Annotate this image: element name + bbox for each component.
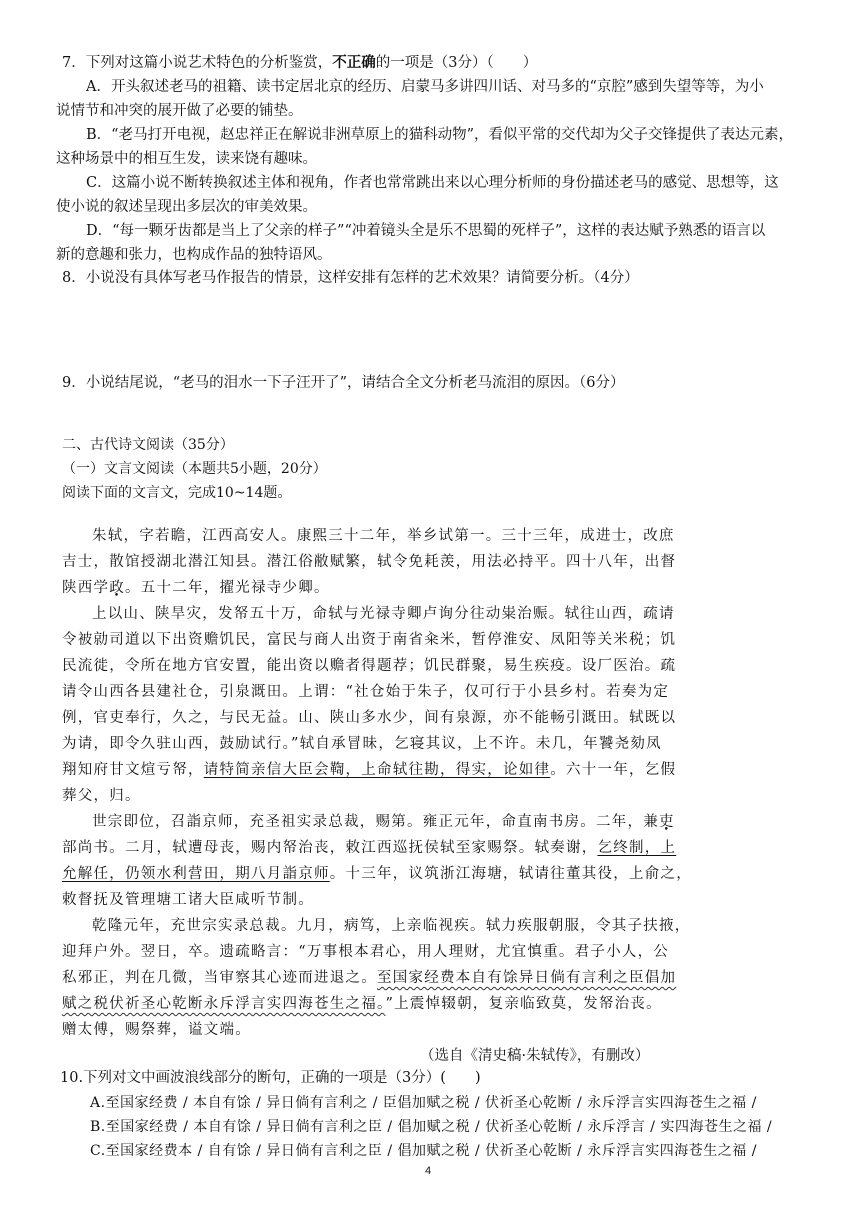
passage-text: 。十三年，议筑浙江海塘，轼请往董其役，上俞之， (329, 866, 692, 882)
passage-line: 民流徙，令所在地方官安置，能出资以赡者得题荐；饥民群聚，易生疾疫。设厂医治。疏 (62, 658, 677, 674)
q7-option-a-line1: A．开头叙述老马的祖籍、读书定居北京的经历、启蒙马多讲四川话、对马多的“京腔”感到失望等等，为小 (86, 79, 764, 95)
passage-line: 赠太傅，赐祭葬，谥文端。 (62, 1022, 251, 1038)
q7-option-c-line2: 使小说的叙述呈现出多层次的审美效果。 (56, 199, 317, 215)
passage-line (62, 760, 676, 780)
passage-text: 。五十二年，擢光禄寺少卿。 (125, 580, 330, 596)
q7-stem (62, 53, 537, 73)
passage-line: 吉士，散馆授湖北潜江知县。潜江俗敝赋繁，轼令免耗羡，用法必持平。四十八年，出督 (62, 554, 677, 570)
q10-option-b: B.至国家经费 / 本自有馀 / 异日倘有言利之臣 / 倡加赋之税 / 伏祈圣心乾断 / 永斥浮言 / 实四海苍生之福 / (90, 1119, 773, 1135)
underlined-sentence: 允解任，仍领水利营田，期八月詣京师 (62, 866, 330, 882)
wavy-underlined-sentence: 至国家经费本自有馀异日倘有言利之臣倡加 (377, 970, 677, 986)
passage-text: 翔知府甘文煊亏帑， (62, 762, 204, 778)
passage-text: 陕西学 (62, 580, 110, 596)
q7-option-b-line1: B．“老马打开电视，赵忠祥正在解说非洲草原上的猫科动物”，看似平常的交代却为父子交锋提供了表达元素， (86, 127, 793, 143)
passage-text: 。六十一年，乞假 (550, 762, 677, 778)
passage-line: 敕督抚及管理塘工诸大臣咸听节制。 (62, 892, 314, 908)
passage-line: 上以山、陕旱灾，发帑五十万，命轼与光禄寺卿卢询分往动粜治赈。轼往山西，疏请 (92, 606, 675, 622)
emphasis-dot-char: 政 (109, 580, 125, 596)
passage-line: 迎拜户外。翌日，卒。遗疏略言：“万事根本君心，用人理财，尤宜慎重。君子小人，公 (62, 944, 670, 960)
q7-stem-pre: 7．下列对这篇小说艺术特色的分析鉴赏， (62, 55, 333, 71)
q7-option-a-line2: 说情节和冲突的展开做了必要的铺垫。 (56, 103, 303, 119)
q7-option-d-line1: D．“每一颗牙齿都是当上了父亲的样子”“冲着镜头全是乐不思蜀的死样子”，这样的表达赋予熟悉的语言以 (86, 223, 766, 239)
passage-line: 朱轼，字若瞻，江西高安人。康熙三十二年，举乡试第一。三十三年，成进士，改庶 (92, 528, 675, 544)
passage-text: ”上震悼辍朝，复亲临致莫，发帑治丧。 (385, 996, 662, 1012)
source-citation: （选自《清史稿·朱轼传》，有删改） (420, 1048, 650, 1064)
passage-line (62, 578, 330, 598)
q8-stem: 8．小说没有具体写老马作报告的情景，这样安排有怎样的艺术效果？请简要分析。（4分） (62, 270, 639, 286)
passage-line: 乾隆元年，充世宗实录总裁。九月，病笃，上亲临视疾。轼力疾服朝服，令其子扶掖， (92, 918, 691, 934)
passage-line: 例，官吏奉行，久之，与民无益。山、陕山多水少，间有泉源，亦不能畅引溉田。轼既以 (62, 710, 677, 726)
emphasis-dot-char: 吏 (659, 814, 675, 830)
passage-line (62, 838, 676, 858)
q7-option-b-line2: 这种场景中的相互生发，读来饶有趣味。 (56, 151, 317, 167)
passage-line: 葬父，归。 (62, 788, 141, 804)
q10-option-a: A.至国家经费 / 本自有馀 / 异日倘有言利之 / 臣倡加赋之税 / 伏祈圣心乾断 / 永斥浮言实四海苍生之福 / (90, 1095, 757, 1111)
passage-line (92, 812, 675, 832)
q10-stem: 10.下列对文中画波浪线部分的断句，正确的一项是（3分）( ) (60, 1070, 481, 1086)
passage-line (62, 994, 662, 1014)
passage-text: 世宗即位，召詣京师，充圣祖实录总裁，赐第。雍正元年，命直南书房。二年，兼 (92, 814, 659, 830)
passage-text: 部尚书。二月，轼遭母丧，赐内帑治丧，敕江西巡抚侯轼至家赐祭。轼奏谢， (62, 840, 598, 856)
subsection-heading: （一）文言文阅读（本题共5小题，20分） (62, 461, 327, 477)
passage-line (62, 968, 676, 988)
passage-line: 令被勍司道以下出资赡饥民，富民与商人出资于南省籴米，暂停淮安、凤阳等关米税；饥 (62, 632, 677, 648)
passage-text: 私邪正，判在几微，当审察其心迹而进退之。 (62, 970, 377, 986)
q9-stem: 9．小说结尾说，“老马的泪水一下子汪开了”，请结合全文分析老马流泪的原因。（6分） (62, 375, 625, 391)
q10-option-c: C.至国家经费本 / 自有馀 / 异日倘有言利之臣 / 倡加赋之税 / 伏祈圣心乾断 / 永斥浮言实四海苍生之福 / (90, 1143, 757, 1159)
section-heading: 二、古代诗文阅读（35分） (62, 437, 234, 453)
passage-line (62, 864, 692, 884)
passage-line: 请令山西各县建社仓，引泉溉田。上谓：“社仓始于朱子，仅可行于小县乡村。若奏为定 (62, 684, 670, 700)
underlined-sentence: 请特简亲信大臣会鞫，上命轼往勘，得实，论如律 (203, 762, 551, 778)
q7-option-c-line1: C．这篇小说不断转换叙述主体和视角，作者也常常跳出来以心理分析师的身份描述老马的感觉、思想等，这 (86, 175, 779, 191)
passage-line: 为请，即令久驻山西，鼓励试行。”轼自承冒昧，乞寝其议，上不许。未几，年饕尧劾凤 (62, 736, 662, 752)
q7-stem-post: 的一项是（3分）（ ） (375, 55, 538, 71)
q7-stem-bold: 不正确 (332, 54, 376, 71)
page-number: 4 (425, 1165, 432, 1177)
reading-instruction: 阅读下面的文言文，完成10~14题。 (62, 485, 292, 501)
wavy-underlined-sentence: 赋之税伏祈圣心乾断永斥浮言实四海苍生之福。 (62, 996, 386, 1012)
underlined-sentence: 乞终制，上 (597, 840, 677, 856)
q7-option-d-line2: 新的意趣和张力，也构成作品的独特语风。 (56, 247, 332, 263)
